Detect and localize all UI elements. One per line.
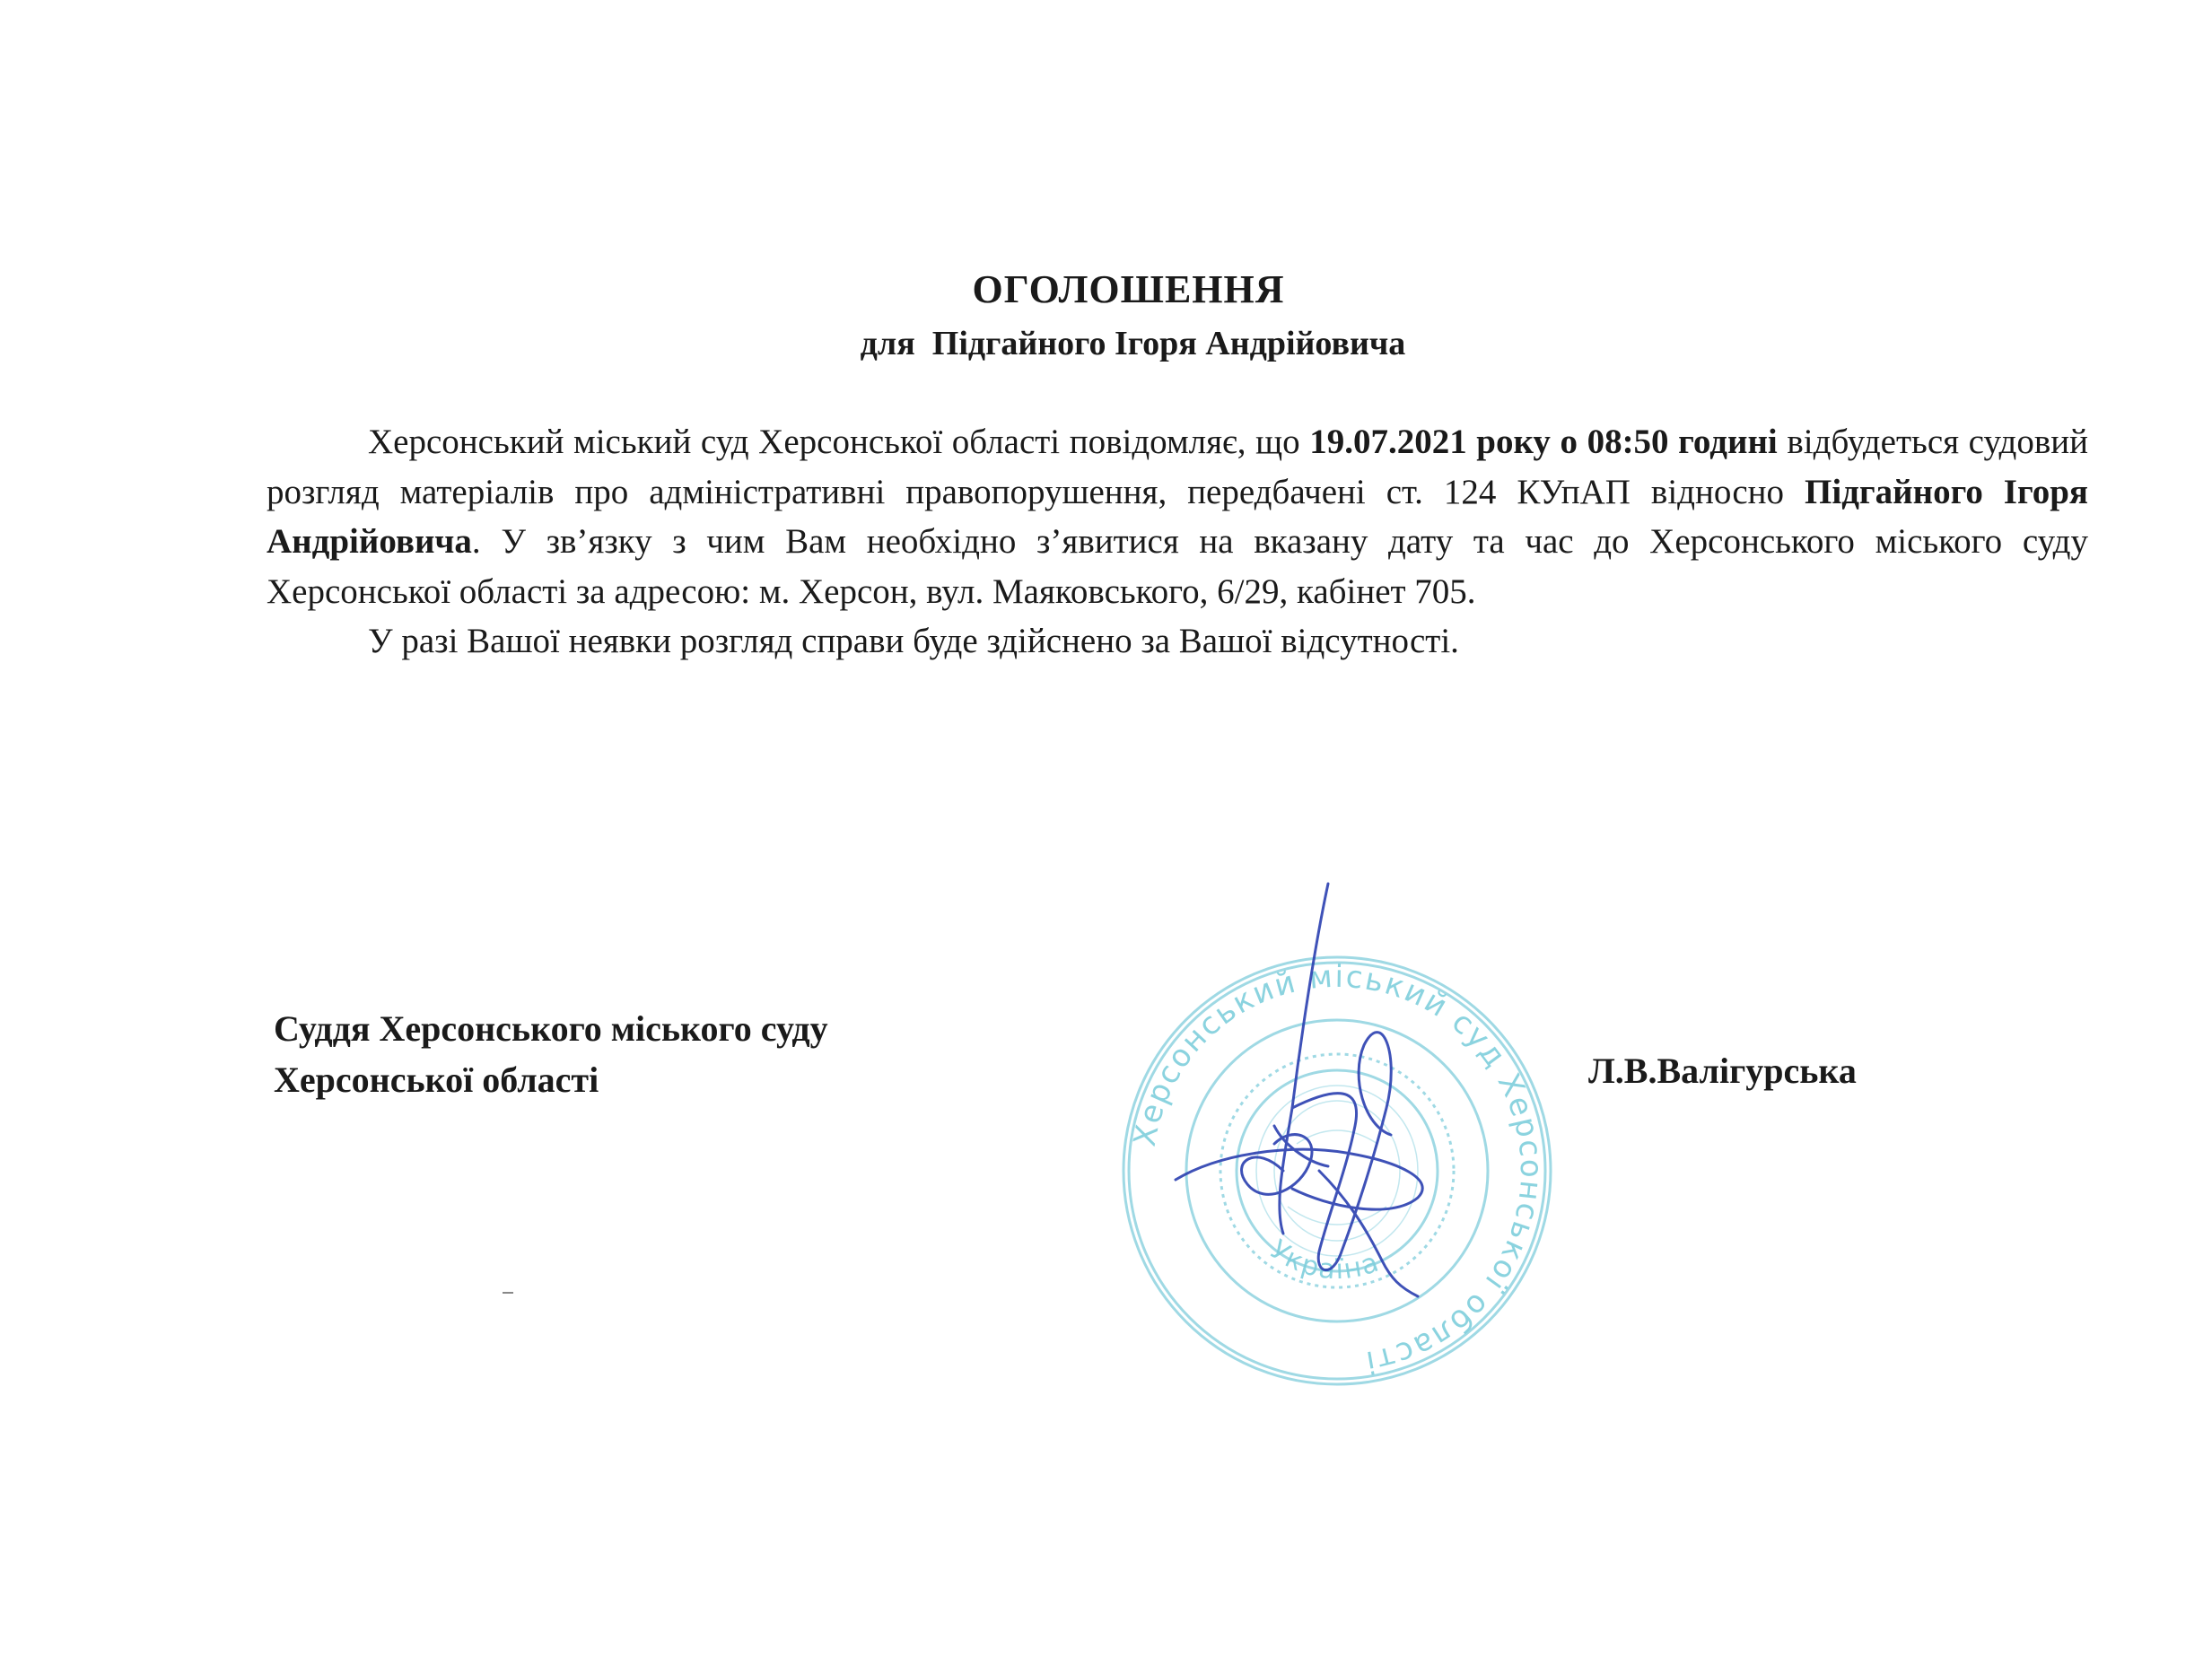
signer-line-2: Херсонської області	[274, 1060, 599, 1100]
stamp-inner-text: Україна	[1263, 1234, 1385, 1286]
announcement-body	[267, 417, 2088, 667]
paragraph-1-part-2: відбудеться судовий розгляд матеріалів про адміністративні правопорушення, передбачені ст. 124 КУпАП відносно	[267, 423, 2088, 511]
hearing-date-time: 19.07.2021 року о 08:50 годині	[1309, 423, 1778, 461]
page-title: ОГОЛОШЕННЯ	[972, 267, 1285, 311]
signature	[1149, 875, 1490, 1305]
subtitle-name: Підгайного Ігоря Андрійовича	[931, 325, 1406, 362]
signer-line-1: Суддя Херсонського міського суду	[274, 1008, 828, 1049]
signature-graphic	[1149, 875, 1490, 1305]
subtitle-prefix: для	[860, 325, 932, 362]
stamp-outer-text: Херсонський міський суд Херсонської області	[1126, 958, 1550, 1381]
paragraph-1-part-1: Херсонський міський суд Херсонської області повідомляє, що	[368, 423, 1310, 461]
judge-name: Л.В.Валігурська	[1588, 1051, 1857, 1091]
page-subtitle	[0, 321, 2212, 366]
signer-title	[274, 1003, 828, 1105]
defendant-name: Підгайного Ігоря Андрійовича	[267, 472, 2089, 561]
paragraph-1-part-3: . У зв’язку з чим Вам необхідно з’явитися на вказану дату та час до Херсонського міського суду Херсонської області за адресою: м. Херсон, вул. Маяковського, 6/29, кабінет 705.	[267, 522, 2088, 611]
announcement-paragraph-1	[267, 417, 2088, 616]
announcement-paragraph-2: У разі Вашої неявки розгляд справи буде здійснено за Вашої відсутності.	[368, 622, 1459, 660]
scan-speck	[503, 1292, 513, 1294]
